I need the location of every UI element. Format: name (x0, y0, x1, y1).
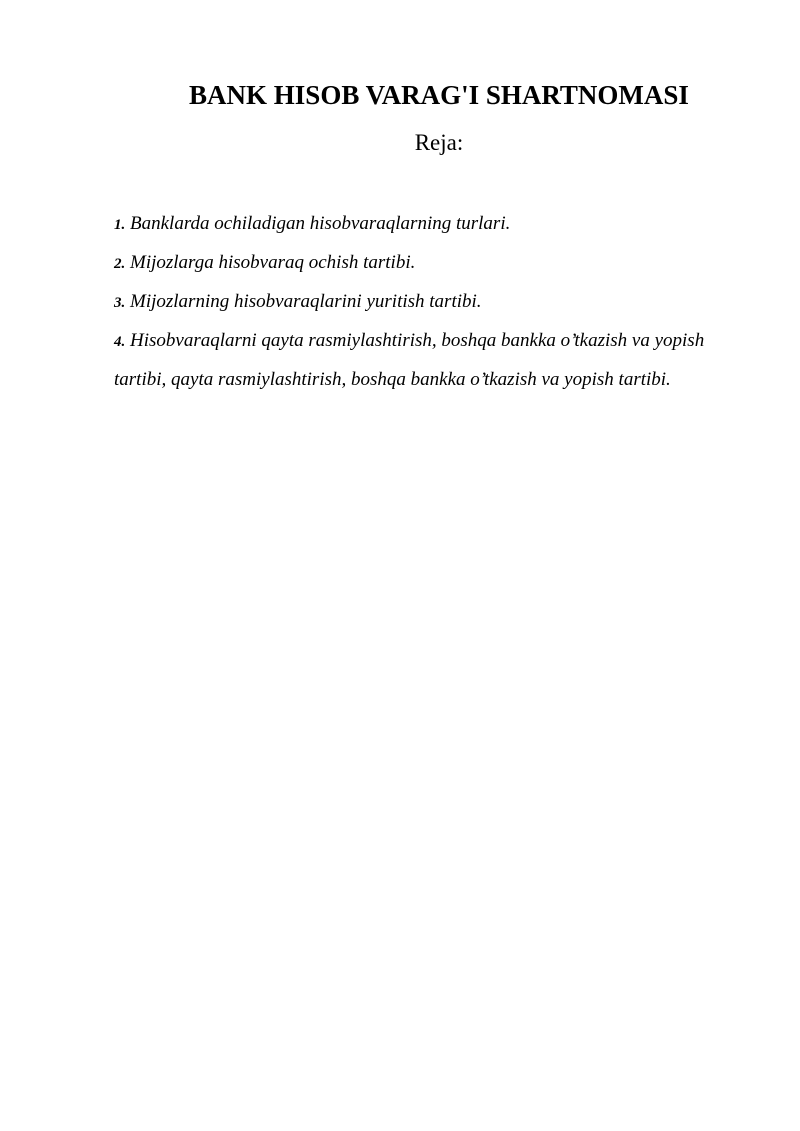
plan-item-number: 3. (114, 295, 126, 311)
plan-list (114, 205, 739, 398)
plan-item-number: 4. (114, 334, 126, 350)
plan-item (114, 322, 739, 398)
plan-item-text: Mijozlarning hisobvaraqlarini yuritish tartibi. (130, 291, 482, 312)
plan-item (114, 244, 739, 283)
plan-item (114, 205, 739, 244)
plan-item-text: Mijozlarga hisobvaraq ochish tartibi. (130, 252, 416, 273)
document-title: BANK HISOB VARAG'I SHARTNOMASI (189, 80, 689, 110)
plan-heading: Reja: (414, 130, 464, 155)
plan-item (114, 283, 739, 322)
plan-item-number: 1. (114, 217, 126, 233)
plan-item-text: Banklarda ochiladigan hisobvaraqlarning turlari. (130, 213, 511, 234)
plan-item-text: Hisobvaraqlarni qayta rasmiylashtirish, boshqa bankka o’tkazish va yopish tartibi, qayta rasmiylashtirish, boshqa bankka o’tkazish va yopish tartibi. (114, 330, 705, 390)
plan-item-number: 2. (114, 256, 126, 272)
